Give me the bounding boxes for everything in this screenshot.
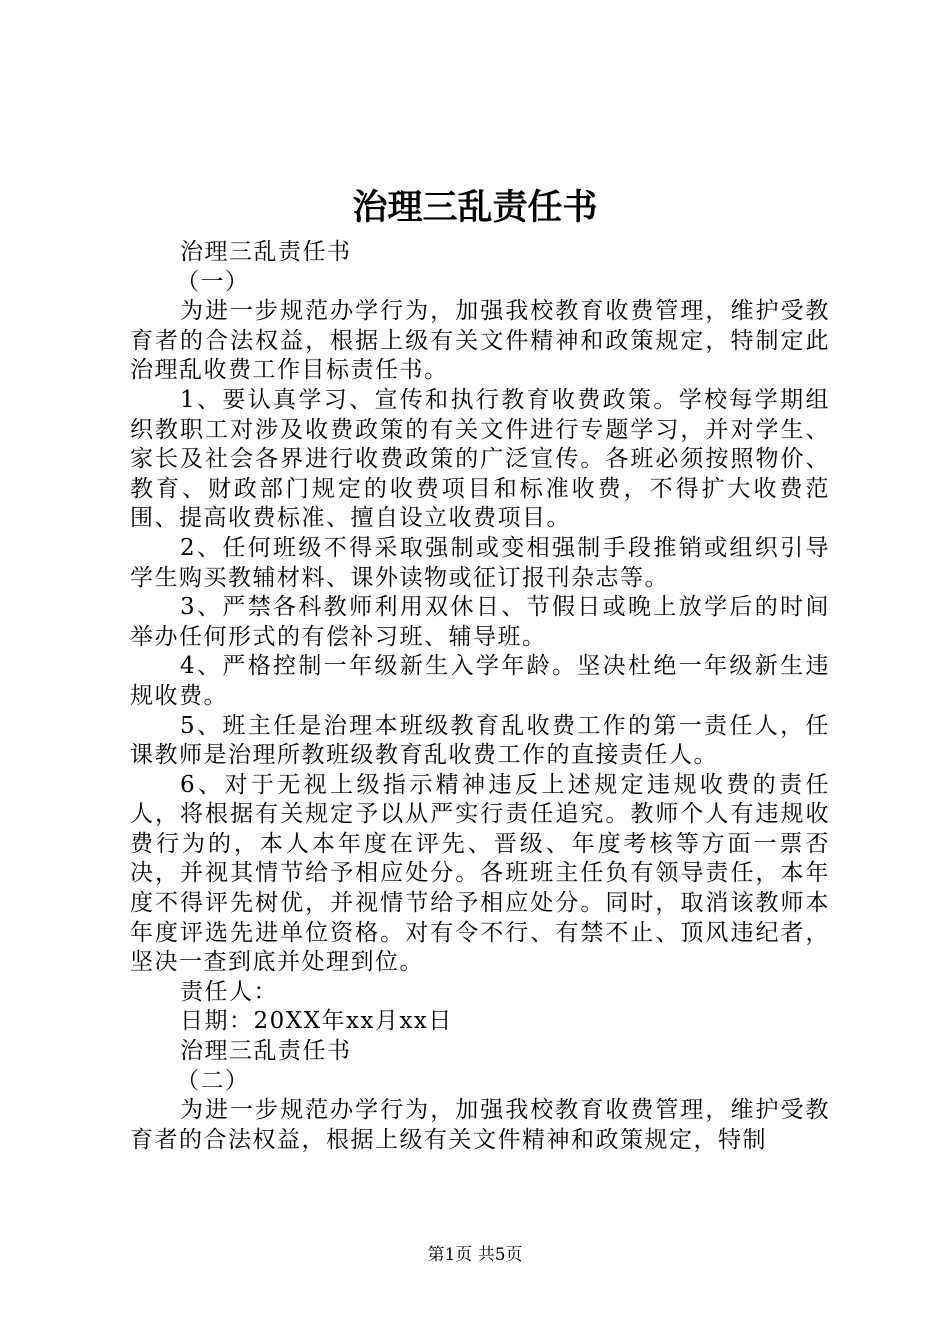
paragraph-item-4: 4、严格控制一年级新生入学年龄。坚决杜绝一年级新生违规收费。 — [130, 653, 830, 709]
responsible-person-line: 责任人： — [180, 978, 278, 1005]
section-number: （一） — [176, 268, 250, 295]
paragraph-item-3: 3、严禁各科教师利用双休日、节假日或晚上放学后的时间举办任何形式的有偿补习班、辅导班。 — [130, 594, 830, 650]
paragraph-intro: 为进一步规范办学行为，加强我校教育收费管理，维护受教育者的合法权益，根据上级有关文件精神和政策规定，特制 — [130, 1097, 830, 1153]
paragraph-item-1: 1、要认真学习、宣传和执行教育收费政策。学校每学期组织教职工对涉及收费政策的有关文件进行专题学习，并对学生、家长及社会各界进行收费政策的广泛宣传。各班必须按照物价、教育、财政部门规定的收费项目和标准收费，不得扩大收费范围、提高收费标准、擅自设立收费项目。 — [130, 386, 830, 532]
document-title: 治理三乱责任书 — [352, 187, 598, 228]
page-footer: 第1页 共5页 — [427, 1245, 523, 1265]
paragraph-intro: 为进一步规范办学行为，加强我校教育收费管理，维护受教育者的合法权益，根据上级有关文件精神和政策规定，特制定此治理乱收费工作目标责任书。 — [130, 298, 830, 384]
section-heading: 治理三乱责任书 — [180, 239, 352, 265]
date-line: 日期：20XX年xx月xx日 — [180, 1008, 453, 1035]
document-body — [130, 238, 830, 1155]
section-number: （二） — [176, 1067, 250, 1094]
section-heading: 治理三乱责任书 — [180, 1038, 352, 1065]
paragraph-item-6: 6、对于无视上级指示精神违反上述规定违规收费的责任人，将根据有关规定予以从严实行责任追究。教师个人有违规收费行为的，本人本年度在评先、晋级、年度考核等方面一票否决，并视其情节给予相应处分。各班班主任负有领导责任，本年度不得评先树优，并视情节给予相应处分。同时，取消该教师本年度评选先进单位资格。对有令不行、有禁不止、顶风违纪者，坚决一查到底并处理到位。 — [130, 771, 830, 976]
paragraph-item-2: 2、任何班级不得采取强制或变相强制手段推销或组织引导学生购买教辅材料、课外读物或征订报刊杂志等。 — [130, 534, 830, 591]
paragraph-item-5: 5、班主任是治理本班级教育乱收费工作的第一责任人，任课教师是治理所教班级教育乱收费工作的直接责任人。 — [130, 712, 830, 769]
